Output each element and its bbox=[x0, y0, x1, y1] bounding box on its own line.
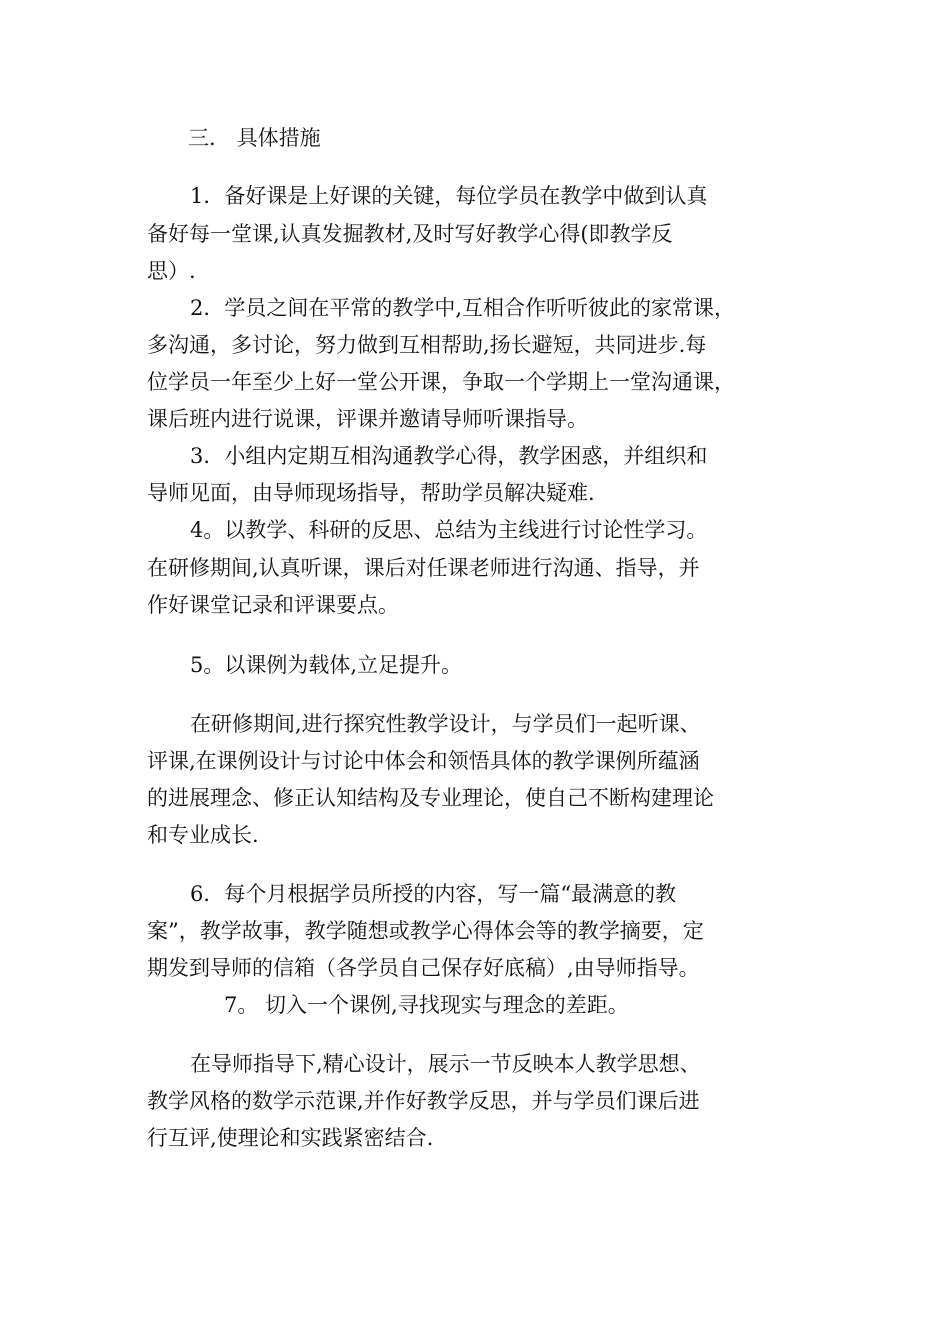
paragraph-line: 导师见面，由导师现场指导，帮助学员解决疑难. bbox=[147, 481, 595, 505]
paragraph-line: 4。以教学、科研的反思、总结为主线进行讨论性学习。 bbox=[190, 518, 708, 542]
paragraph-line: 在研修期间,认真听课，课后对任课老师进行沟通、指导，并 bbox=[147, 556, 700, 580]
paragraph-line: 1．备好课是上好课的关键，每位学员在教学中做到认真 bbox=[190, 184, 708, 208]
paragraph-line: 行互评,使理论和实践紧密结合. bbox=[147, 1126, 434, 1150]
paragraph-line: 作好课堂记录和评课要点。 bbox=[147, 593, 399, 617]
paragraph-line: 多沟通，多讨论，努力做到互相帮助,扬长避短，共同进步.每 bbox=[147, 333, 707, 357]
paragraph-line: 教学风格的数学示范课,并作好教学反思，并与学员们课后进 bbox=[147, 1089, 700, 1113]
paragraph-line: 2．学员之间在平常的教学中,互相合作听听彼此的家常课， bbox=[190, 296, 736, 320]
item-heading: 5。以课例为载体,立足提升。 bbox=[190, 653, 463, 677]
paragraph-line: 期发到导师的信箱（各学员自己保存好底稿）,由导师指导。 bbox=[147, 956, 700, 980]
paragraph-line: 备好每一堂课,认真发掘教材,及时写好教学心得(即教学反 bbox=[147, 222, 673, 246]
paragraph-line: 3．小组内定期互相沟通教学心得，教学困惑，并组织和 bbox=[190, 444, 708, 468]
paragraph-line: 的进展理念、修正认知结构及专业理论，使自己不断构建理论 bbox=[147, 786, 714, 810]
section-heading: 三. 具体措施 bbox=[188, 126, 321, 150]
paragraph-line: 位学员一年至少上好一堂公开课，争取一个学期上一堂沟通课， bbox=[147, 370, 735, 394]
paragraph-line: 在研修期间,进行探究性教学设计，与学员们一起听课、 bbox=[190, 712, 701, 736]
paragraph-line: 6．每个月根据学员所授的内容，写一篇“最满意的教 bbox=[190, 882, 677, 906]
paragraph-line: 评课,在课例设计与讨论中体会和领悟具体的教学课例所蕴涵 bbox=[147, 749, 700, 773]
paragraph-line: 课后班内进行说课，评课并邀请导师听课指导。 bbox=[147, 407, 588, 431]
item-heading: 7。 切入一个课例,寻找现实与理念的差距。 bbox=[224, 993, 629, 1017]
paragraph-line: 和专业成长. bbox=[147, 823, 259, 847]
paragraph-line: 在导师指导下,精心设计，展示一节反映本人教学思想、 bbox=[190, 1052, 701, 1076]
paragraph-line: 思）. bbox=[147, 259, 196, 283]
paragraph-line: 案”，教学故事，教学随想或教学心得体会等的教学摘要，定 bbox=[147, 919, 704, 943]
